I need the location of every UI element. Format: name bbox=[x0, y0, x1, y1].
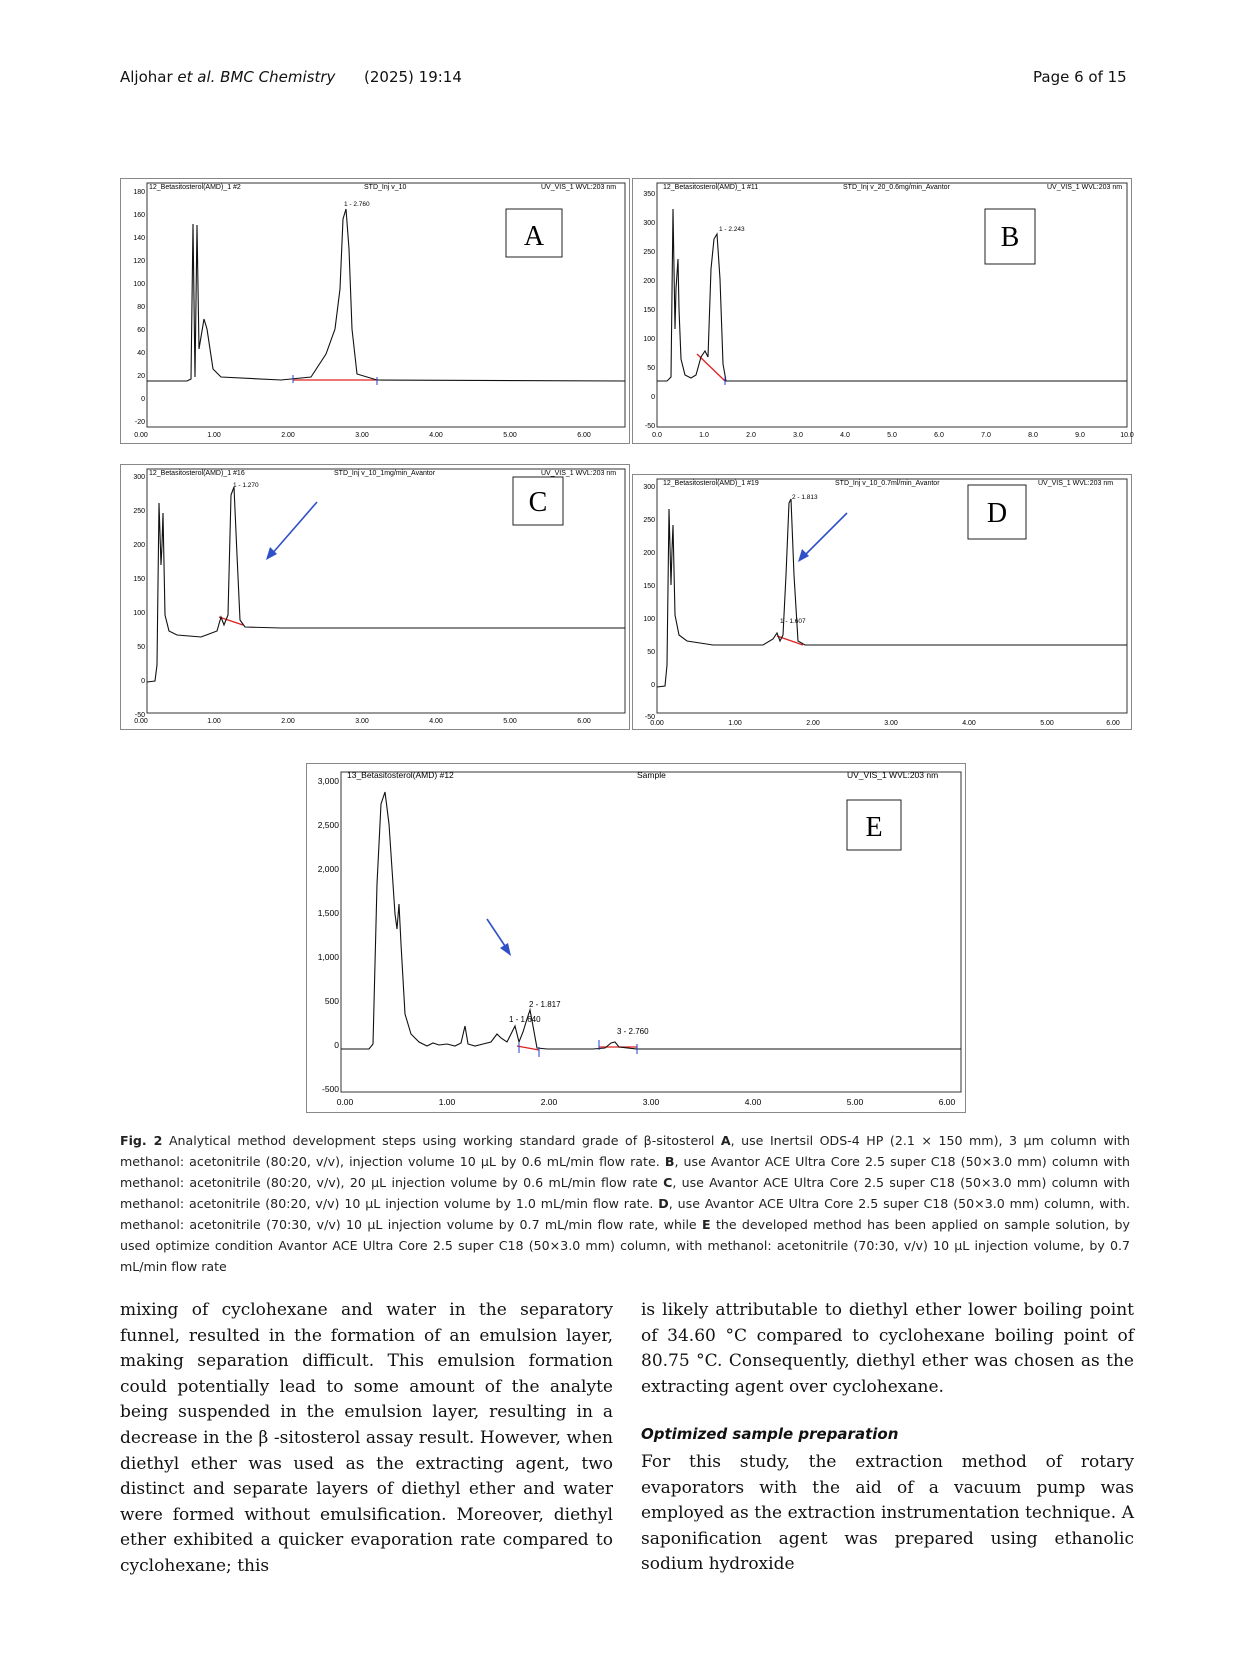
chromatogram-panel-e bbox=[306, 763, 966, 1113]
peak-label: 1 - 1.607 bbox=[780, 618, 806, 625]
y-tick-label: 0 bbox=[334, 1040, 339, 1050]
panel-letter: D bbox=[986, 498, 1008, 529]
x-tick-label: 6.00 bbox=[938, 1097, 956, 1107]
x-tick-label: 4.00 bbox=[429, 718, 443, 725]
x-tick-label: 6.0 bbox=[934, 432, 944, 439]
x-tick-label: 1.00 bbox=[728, 720, 742, 727]
x-tick-label: 5.00 bbox=[503, 718, 517, 725]
annotation-arrowhead bbox=[500, 943, 511, 956]
y-tick-label: 50 bbox=[137, 644, 145, 651]
peak-label: 2 - 1.817 bbox=[529, 1000, 561, 1009]
y-tick-label: 3,000 bbox=[317, 776, 339, 786]
chromatogram-trace bbox=[657, 499, 1127, 687]
panel-letter: E bbox=[865, 812, 883, 843]
injection-name: Sample bbox=[637, 770, 666, 780]
figure-caption bbox=[120, 1130, 1130, 1277]
peak-label: 1 - 2.243 bbox=[719, 226, 745, 233]
running-header-citation bbox=[120, 68, 335, 86]
header-page-number: Page 6 of 15 bbox=[1033, 68, 1127, 86]
y-tick-label: 1,500 bbox=[317, 908, 339, 918]
x-tick-label: 8.0 bbox=[1028, 432, 1038, 439]
detector-label: UV_VIS_1 WVL:203 nm bbox=[1047, 184, 1123, 191]
y-tick-label: 1,000 bbox=[317, 952, 339, 962]
peak-label: 1 - 1.640 bbox=[509, 1015, 541, 1024]
caption-letter: C bbox=[663, 1175, 673, 1190]
x-tick-label: 1.0 bbox=[699, 432, 709, 439]
body-paragraph: mixing of cyclohexane and water in the separatory funnel, resulted in the formation of an emulsion layer, making separation difficult. This emulsion formation could potentially lead to some amount of the analyte being suspended in the emulsion layer, resulting in a decrease in the β -sitosterol assay result. However, when diethyl ether was used as the extracting agent, two distinct and separate layers of diethyl ether and water were formed without emulsification. Moreover, diethyl ether exhibited a quicker evaporation rate compared to cyclohexane; this bbox=[120, 1300, 613, 1576]
panel-letter: C bbox=[528, 487, 548, 518]
caption-text: the developed method has been applied on sample solution, by used optimize condition Avantor ACE Ultra Core 2.5 super C18 (50×3.0 mm) column, with methanol: acetonitrile (70:30, v/v) 10 μL injection volume, by 0.7 mL/min flow rate bbox=[120, 1217, 1130, 1274]
x-tick-label: 0.00 bbox=[336, 1097, 354, 1107]
caption-letter: B bbox=[664, 1154, 675, 1169]
peak-label: 3 - 2.760 bbox=[617, 1027, 649, 1036]
y-tick-label: 20 bbox=[137, 373, 145, 380]
y-tick-label: 50 bbox=[647, 365, 655, 372]
y-tick-label: -50 bbox=[134, 712, 145, 719]
injection-name: STD_Inj v_10 bbox=[364, 184, 407, 191]
y-tick-label: -50 bbox=[644, 714, 655, 721]
trace-name: 12_Betasitosterol(AMD)_1 #2 bbox=[149, 184, 241, 191]
y-tick-label: 100 bbox=[643, 336, 655, 343]
y-tick-label: 100 bbox=[133, 281, 145, 288]
caption-text: , use Avantor ACE Ultra Core 2.5 super C18 (50×3.0 mm) column with methanol: acetonitrile (80:20, v/v), 20 μL injection volume by 0.6 mL/min flow rate bbox=[120, 1154, 1131, 1190]
y-tick-label: 80 bbox=[137, 304, 145, 311]
y-tick-label: 300 bbox=[133, 474, 145, 481]
annotation-arrow bbox=[271, 502, 317, 555]
trace-name: 12_Betasitosterol(AMD)_1 #19 bbox=[663, 480, 759, 487]
x-tick-label: 3.00 bbox=[884, 720, 898, 727]
chromatogram-b-plot bbox=[633, 179, 1134, 443]
x-tick-label: 10.0 bbox=[1120, 432, 1134, 439]
header-year-volume: (2025) 19:14 bbox=[364, 68, 462, 86]
x-tick-label: 1.00 bbox=[207, 432, 221, 439]
caption-letter: D bbox=[658, 1196, 669, 1211]
caption-text: , use Avantor ACE Ultra Core 2.5 super C18 (50×3.0 mm) column with methanol: acetonitrile (80:20, v/v) 10 μL injection volume by 1.0 mL/min flow rate. bbox=[120, 1175, 1130, 1211]
y-tick-label: 350 bbox=[643, 191, 655, 198]
detector-label: UV_VIS_1 WVL:203 nm bbox=[541, 470, 617, 477]
x-tick-label: 3.0 bbox=[793, 432, 803, 439]
detector-label: UV_VIS_1 WVL:203 nm bbox=[1038, 480, 1114, 487]
chromatogram-a-plot bbox=[121, 179, 629, 443]
x-tick-label: 5.00 bbox=[1040, 720, 1054, 727]
caption-letter: A bbox=[720, 1133, 731, 1148]
x-tick-label: 6.00 bbox=[577, 432, 591, 439]
x-tick-label: 6.00 bbox=[1106, 720, 1120, 727]
x-tick-label: 4.00 bbox=[429, 432, 443, 439]
body-paragraph: is likely attributable to diethyl ether lower boiling point of 34.60 °C compared to cyclohexane boiling point of 80.75 °C. Consequently, diethyl ether was chosen as the extracting agent over cyclohexane. bbox=[641, 1300, 1134, 1397]
chromatogram-trace bbox=[657, 209, 1127, 381]
y-tick-label: 200 bbox=[643, 278, 655, 285]
y-tick-label: 100 bbox=[643, 616, 655, 623]
y-tick-label: 160 bbox=[133, 212, 145, 219]
y-tick-label: 500 bbox=[324, 996, 339, 1006]
y-tick-label: 40 bbox=[137, 350, 145, 357]
x-tick-label: 0.00 bbox=[134, 718, 148, 725]
x-tick-label: 0.0 bbox=[652, 432, 662, 439]
y-tick-label: -20 bbox=[134, 419, 145, 426]
y-tick-label: 300 bbox=[643, 484, 655, 491]
y-tick-label: 300 bbox=[643, 220, 655, 227]
x-tick-label: 3.00 bbox=[355, 432, 369, 439]
x-tick-label: 1.00 bbox=[207, 718, 221, 725]
y-tick-label: 150 bbox=[643, 583, 655, 590]
y-tick-label: 200 bbox=[643, 550, 655, 557]
x-tick-label: 5.00 bbox=[846, 1097, 864, 1107]
x-tick-label: 2.00 bbox=[806, 720, 820, 727]
y-tick-label: 0 bbox=[141, 678, 145, 685]
x-tick-label: 2.00 bbox=[540, 1097, 558, 1107]
chromatogram-panel-b bbox=[632, 178, 1132, 444]
y-tick-label: 50 bbox=[647, 649, 655, 656]
x-tick-label: 0.00 bbox=[650, 720, 664, 727]
y-tick-label: 0 bbox=[651, 682, 655, 689]
panel-letter: B bbox=[1000, 222, 1020, 253]
x-tick-label: 4.00 bbox=[744, 1097, 762, 1107]
y-tick-label: 250 bbox=[643, 517, 655, 524]
trace-name: 12_Betasitosterol(AMD)_1 #16 bbox=[149, 470, 245, 477]
trace-name: 13_Betasitosterol(AMD) #12 bbox=[347, 770, 454, 780]
peak-label: 1 - 2.760 bbox=[344, 201, 370, 208]
y-tick-label: 140 bbox=[133, 235, 145, 242]
y-tick-label: 250 bbox=[643, 249, 655, 256]
y-tick-label: 250 bbox=[133, 508, 145, 515]
chromatogram-panel-a bbox=[120, 178, 630, 444]
integration-baseline bbox=[777, 636, 803, 645]
x-tick-label: 0.00 bbox=[134, 432, 148, 439]
chromatogram-e-plot bbox=[307, 764, 965, 1112]
chromatogram-d-plot bbox=[633, 475, 1131, 729]
x-tick-label: 1.00 bbox=[438, 1097, 456, 1107]
injection-name: STD_Inj v_20_0.6mg/min_Avantor bbox=[843, 184, 950, 191]
detector-label: UV_VIS_1 WVL:203 nm bbox=[541, 184, 617, 191]
plot-frame bbox=[657, 183, 1127, 427]
caption-text: , use Avantor ACE Ultra Core 2.5 super C18 (50×3.0 mm) column, with. methanol: acetonitrile (70:30, v/v) 10 μL injection volume by 0.7 mL/min flow rate, while bbox=[120, 1196, 1131, 1232]
figure-label: Fig. 2 bbox=[120, 1133, 163, 1148]
body-column-right bbox=[641, 1298, 1134, 1578]
x-tick-label: 3.00 bbox=[355, 718, 369, 725]
x-tick-label: 5.0 bbox=[887, 432, 897, 439]
chromatogram-panel-c bbox=[120, 464, 630, 730]
integration-baseline bbox=[517, 1046, 539, 1050]
injection-name: STD_Inj v_10_1mg/min_Avantor bbox=[334, 470, 436, 477]
annotation-arrow bbox=[487, 919, 507, 949]
panel-letter: A bbox=[523, 221, 545, 252]
chromatogram-panel-d bbox=[632, 474, 1132, 730]
annotation-arrow bbox=[803, 513, 847, 557]
section-subheading: Optimized sample preparation bbox=[641, 1425, 899, 1444]
caption-letter: E bbox=[702, 1217, 711, 1232]
chromatogram-c-plot bbox=[121, 465, 629, 729]
y-tick-label: 60 bbox=[137, 327, 145, 334]
body-paragraph: For this study, the extraction method of rotary evaporators with the aid of a vacuum pump was employed as the extraction instrumentation technique. A saponification agent was prepared using ethanolic sodium hydroxide bbox=[641, 1451, 1134, 1575]
y-tick-label: 2,000 bbox=[317, 864, 339, 874]
y-tick-label: -50 bbox=[644, 423, 655, 430]
y-tick-label: 120 bbox=[133, 258, 145, 265]
x-tick-label: 3.00 bbox=[642, 1097, 660, 1107]
caption-text: , use Inertsil ODS-4 HP (2.1 × 150 mm), 3 μm column with methanol: acetonitrile (80:20, v/v), injection volume 10 μL by 0.6 mL/min flow rate. bbox=[120, 1133, 1130, 1169]
y-tick-label: 200 bbox=[133, 542, 145, 549]
plot-frame bbox=[657, 479, 1127, 713]
annotation-arrowhead bbox=[798, 549, 809, 562]
y-tick-label: 150 bbox=[643, 307, 655, 314]
x-tick-label: 5.00 bbox=[503, 432, 517, 439]
x-tick-label: 9.0 bbox=[1075, 432, 1085, 439]
y-tick-label: 0 bbox=[651, 394, 655, 401]
trace-name: 12_Betasitosterol(AMD)_1 #11 bbox=[663, 184, 759, 191]
header-authors: Aljohar bbox=[120, 68, 173, 86]
y-tick-label: 0 bbox=[141, 396, 145, 403]
peak-label: 1 - 1.270 bbox=[233, 482, 259, 489]
x-tick-label: 4.0 bbox=[840, 432, 850, 439]
peak-label: 2 - 1.813 bbox=[792, 494, 818, 501]
header-journal: et al. BMC Chemistry bbox=[172, 68, 336, 86]
y-tick-label: -500 bbox=[321, 1084, 339, 1094]
y-tick-label: 2,500 bbox=[317, 820, 339, 830]
x-tick-label: 2.0 bbox=[746, 432, 756, 439]
body-column-left bbox=[120, 1298, 613, 1580]
x-tick-label: 2.00 bbox=[281, 718, 295, 725]
caption-text: Analytical method development steps using working standard grade of β-sitosterol bbox=[162, 1133, 721, 1148]
x-tick-label: 6.00 bbox=[577, 718, 591, 725]
detector-label: UV_VIS_1 WVL:203 nm bbox=[847, 770, 939, 780]
x-tick-label: 4.00 bbox=[962, 720, 976, 727]
y-tick-label: 150 bbox=[133, 576, 145, 583]
y-tick-label: 180 bbox=[133, 189, 145, 196]
injection-name: STD_Inj v_10_0.7ml/min_Avantor bbox=[835, 480, 940, 487]
x-tick-label: 7.0 bbox=[981, 432, 991, 439]
y-tick-label: 100 bbox=[133, 610, 145, 617]
x-tick-label: 2.00 bbox=[281, 432, 295, 439]
